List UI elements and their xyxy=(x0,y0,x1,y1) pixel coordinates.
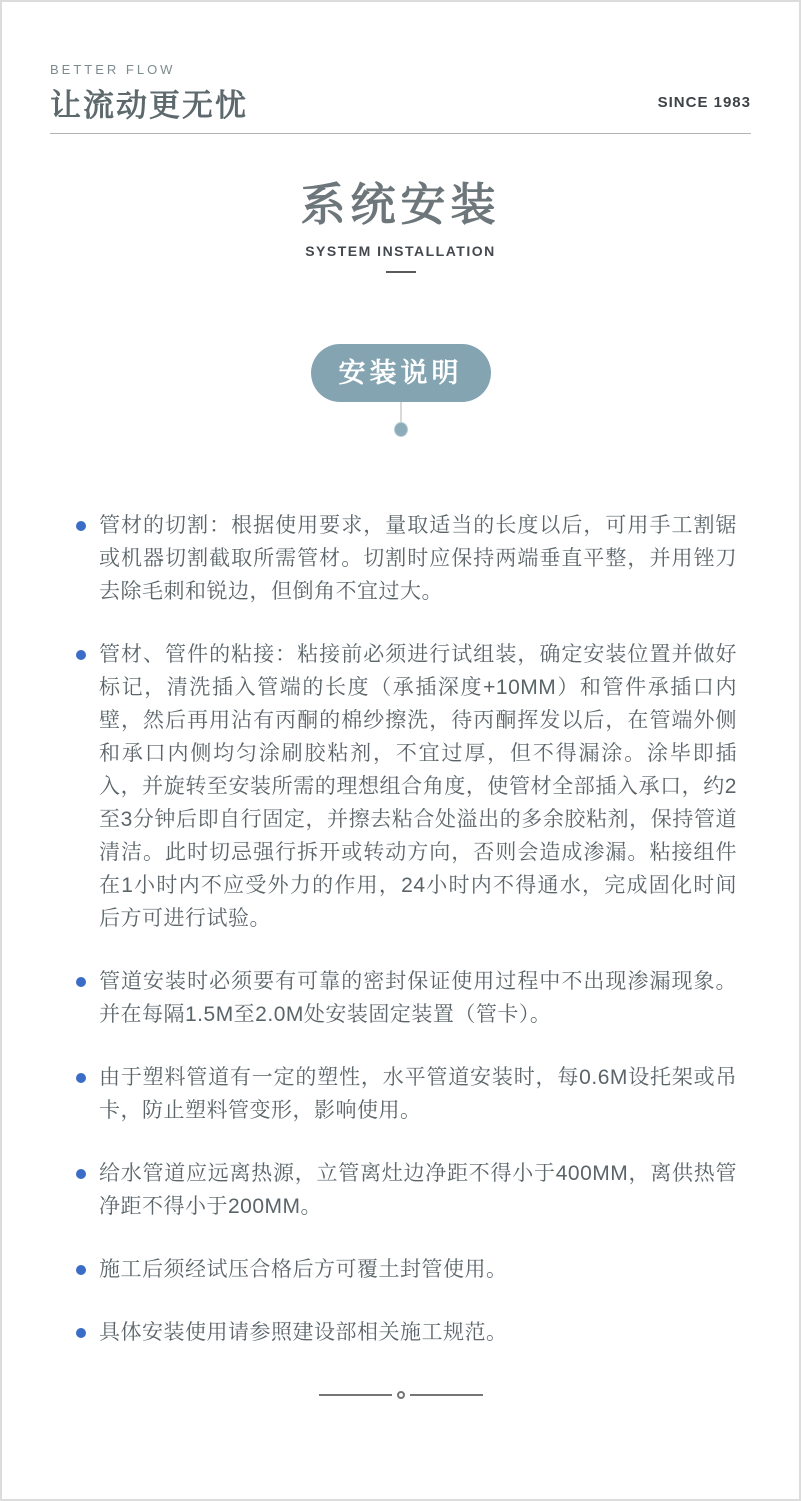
title-dash-divider xyxy=(386,271,416,273)
list-item-text: 施工后须经试压合格后方可覆土封管使用。 xyxy=(99,1258,508,1282)
list-item-text: 由于塑料管道有一定的塑性，水平管道安装时，每0.6M设托架或吊卡，防止塑料管变形，影响使用。 xyxy=(99,1066,737,1123)
brand-tagline-en: BETTER FLOW xyxy=(50,62,176,77)
bullet-dot-icon xyxy=(76,977,86,987)
brand-header xyxy=(2,2,799,125)
list-item-text: 管材、管件的粘接：粘接前必须进行试组装，确定安装位置并做好标记，清洗插入管端的长度（承插深度+10MM）和管件承插口内壁，然后再用沾有丙酮的棉纱擦洗，待丙酮挥发以后，在管端外侧和承口内侧均匀涂刷胶粘剂，不宜过厚，但不得漏涂。涂毕即插入，并旋转至安装所需的理想组合角度，使管材全部插入承口，约2至3分钟后即自行固定，并擦去粘合处溢出的多余胶粘剂，保持管道清洁。此时切忌强行拆开或转动方向，否则会造成渗漏。粘接组件在1小时内不应受外力的作用，24小时内不得通水，完成固化时间后方可进行试验。 xyxy=(99,643,737,931)
instruction-list xyxy=(76,509,737,1349)
deco-line-right xyxy=(410,1394,483,1396)
list-item-text: 给水管道应远离热源，立管离灶边净距不得小于400MM，离供热管净距不得小于200MM。 xyxy=(99,1162,737,1219)
badge-block xyxy=(2,344,799,437)
page-title: 系统安装 xyxy=(300,179,501,230)
list-item xyxy=(76,1316,737,1349)
deco-line-left xyxy=(319,1394,392,1396)
bullet-dot-icon xyxy=(76,650,86,660)
brand-since-label: SINCE 1983 xyxy=(657,94,751,111)
bullet-dot-icon xyxy=(76,1073,86,1083)
title-block xyxy=(2,168,799,273)
list-item-text: 管道安装时必须要有可靠的密封保证使用过程中不出现渗漏现象。并在每隔1.5M至2.0M处安装固定装置（管卡）。 xyxy=(99,970,737,1027)
list-item xyxy=(76,638,737,935)
list-item xyxy=(76,1253,737,1286)
list-item-text: 具体安装使用请参照建设部相关施工规范。 xyxy=(99,1321,508,1345)
page-subtitle: SYSTEM INSTALLATION xyxy=(305,243,496,259)
bullet-dot-icon xyxy=(76,1265,86,1275)
badge-connector-line xyxy=(400,402,402,422)
bullet-dot-icon xyxy=(76,521,86,531)
list-item xyxy=(76,965,737,1031)
bottom-decoration xyxy=(319,1391,483,1399)
list-item xyxy=(76,509,737,608)
header-divider xyxy=(50,133,751,134)
bullet-dot-icon xyxy=(76,1328,86,1338)
list-item xyxy=(76,1157,737,1223)
deco-circle-icon xyxy=(397,1391,405,1399)
list-item-text: 管材的切割：根据使用要求，量取适当的长度以后，可用手工割锯或机器切割截取所需管材。切割时应保持两端垂直平整，并用锉刀去除毛刺和锐边，但倒角不宜过大。 xyxy=(99,514,737,604)
badge-connector-dot xyxy=(394,422,408,437)
list-item xyxy=(76,1061,737,1127)
installation-notes-badge: 安装说明 xyxy=(311,344,491,402)
bullet-dot-icon xyxy=(76,1169,86,1179)
brand-logo: 让流动更无忧 xyxy=(50,88,248,123)
